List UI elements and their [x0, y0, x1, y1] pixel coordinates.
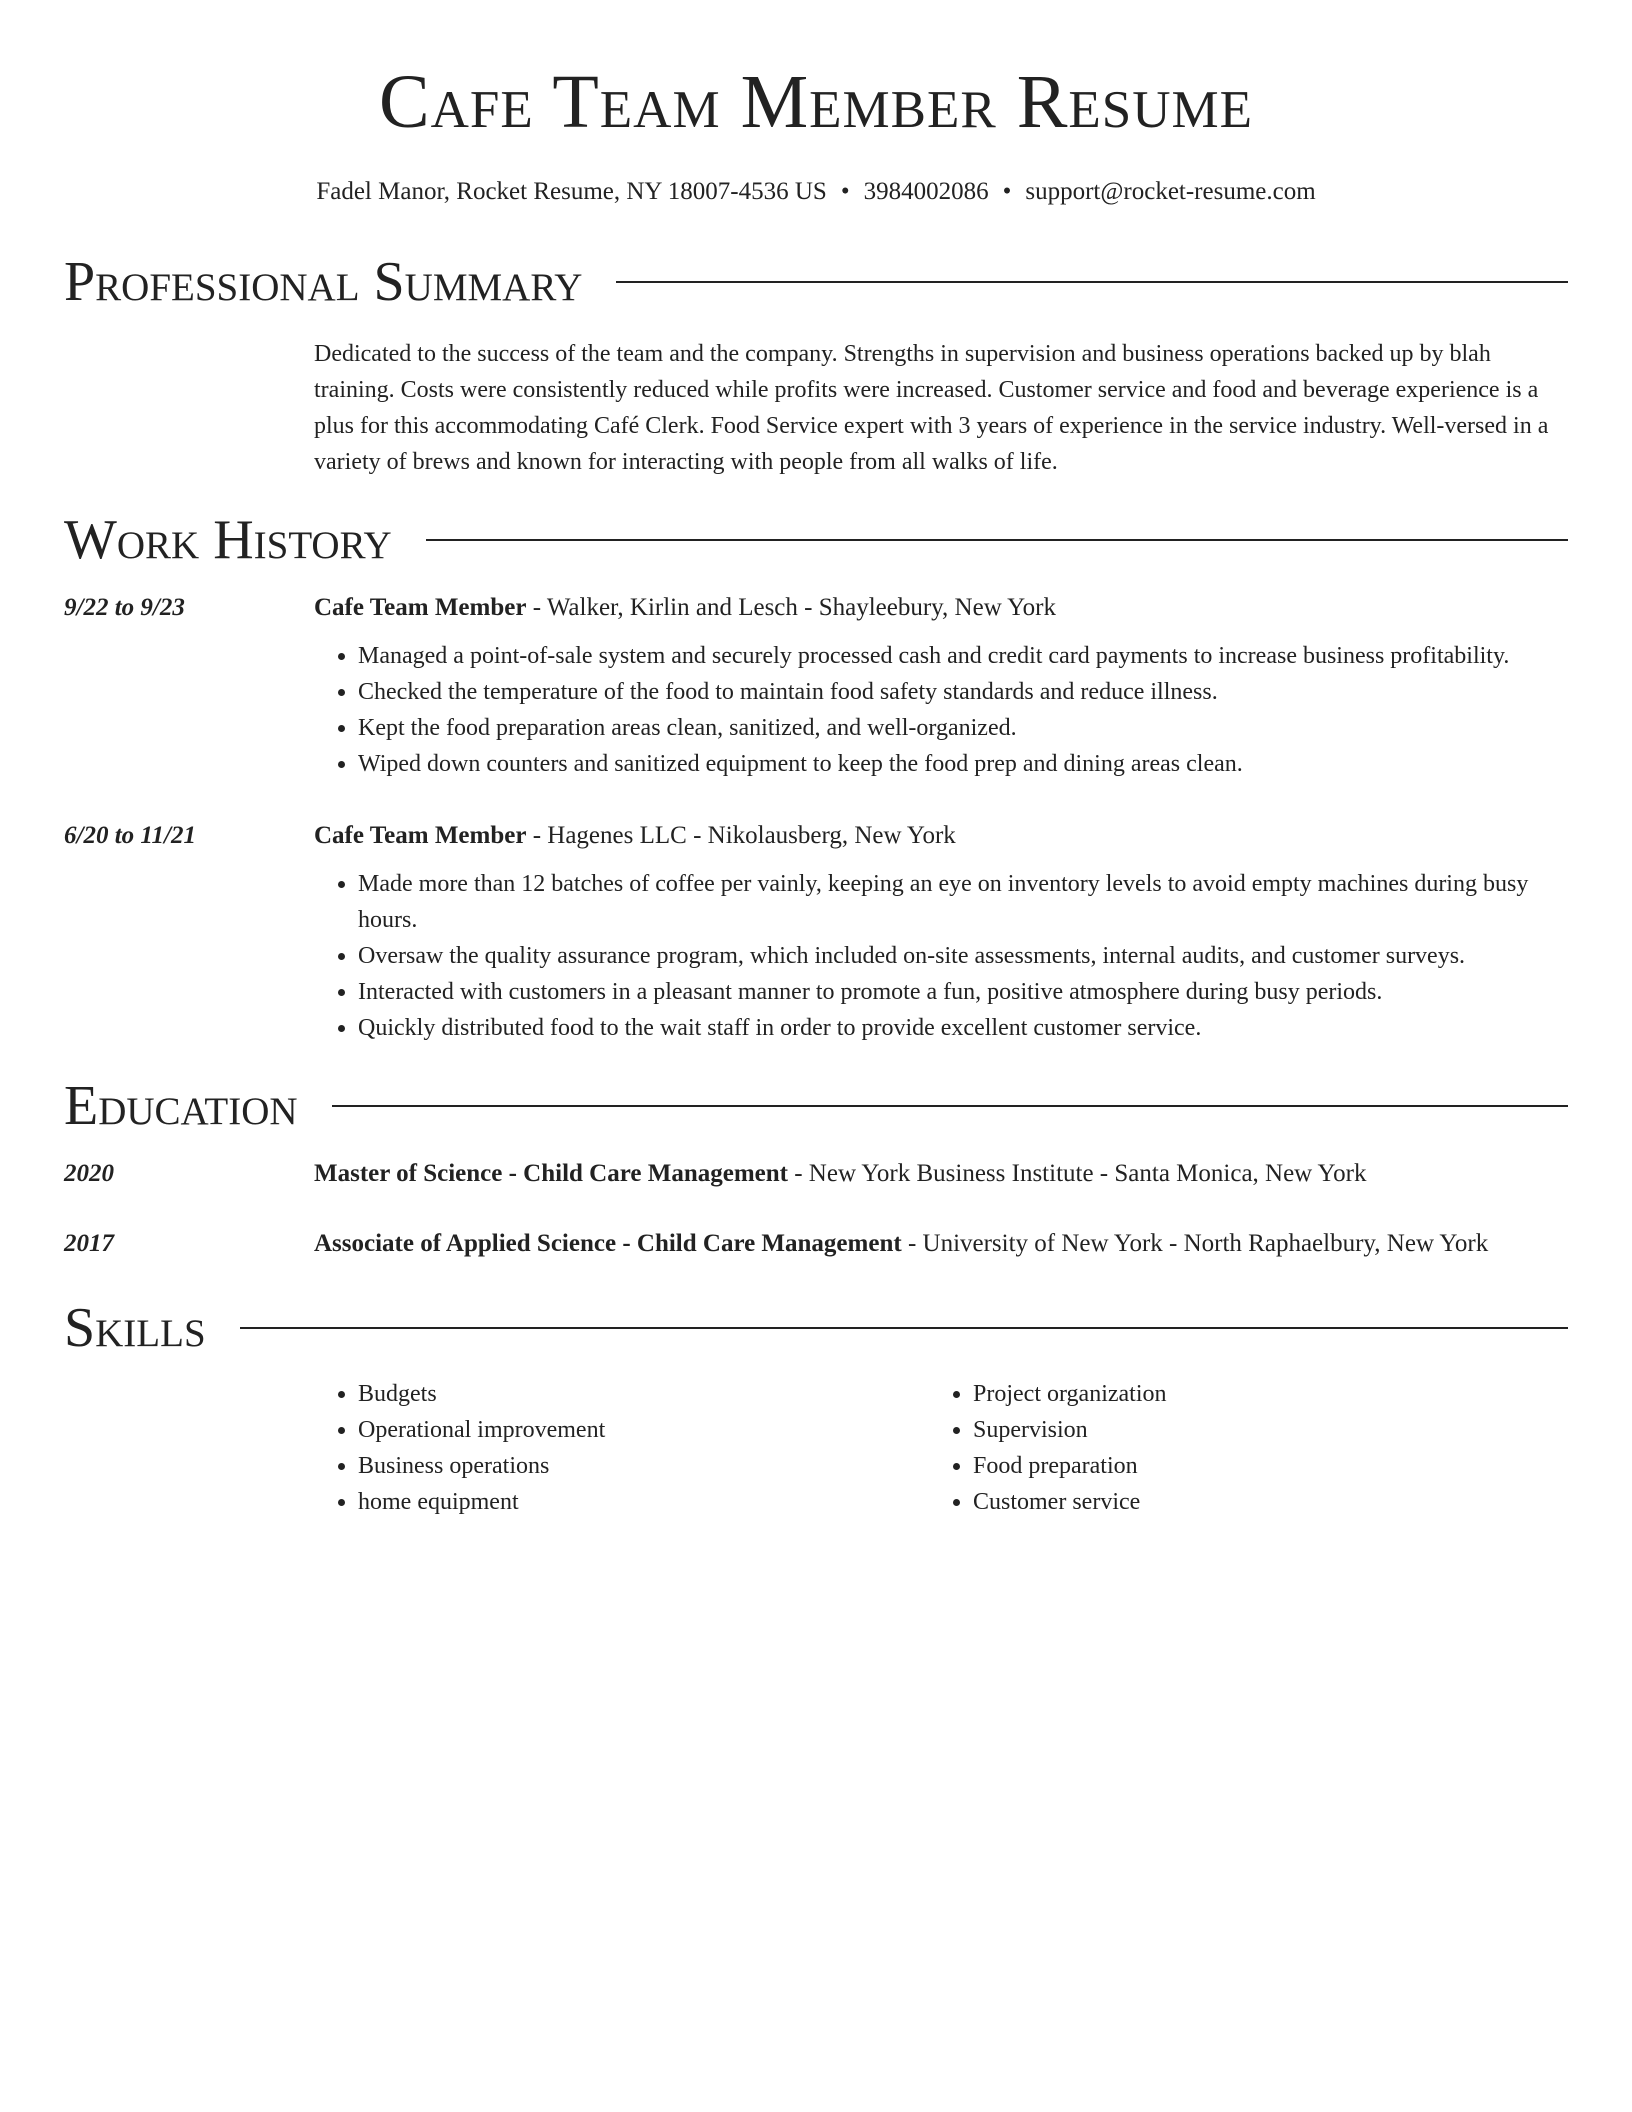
- job-dates: 6/20 to 11/21: [64, 822, 196, 849]
- job-bullet: • Interacted with customers in a pleasant manner to promote a fun, positive atmosphere during busy periods.: [358, 974, 1568, 1010]
- section-divider: [616, 281, 1568, 283]
- skills-list-right: [929, 1376, 1544, 1520]
- education-section-header: [64, 1076, 1568, 1136]
- education-heading-line: [314, 1224, 1568, 1264]
- contact-address: Fadel Manor, Rocket Resume, NY 18007-4536 US: [316, 178, 827, 205]
- summary-text: Dedicated to the success of the team and the company. Strengths in supervision and business operations backed up by blah training. Costs were consistently reduced while profits were increased. Customer service and food and beverage experience is a plus for this accommodating Café Clerk. Food Service expert with 3 years of experience in the service industry. Well-versed in a variety of brews and known for interacting with people from all walks of life.: [314, 341, 1549, 475]
- skills-grid: [314, 1376, 1568, 1520]
- job-title: Cafe Team Member: [314, 594, 527, 621]
- job-bullet: • Oversaw the quality assurance program, which included on-site assessments, internal audits, and customer surveys.: [358, 938, 1568, 974]
- skills-section: [64, 1358, 1568, 1520]
- skill-item: • Business operations: [358, 1448, 929, 1484]
- education-degree: Master of Science - Child Care Management: [314, 1160, 788, 1187]
- resume-title: Cafe Team Member Resume: [378, 60, 1254, 144]
- contact-email: support@rocket-resume.com: [1025, 178, 1316, 205]
- skills-section-header: [64, 1298, 1568, 1358]
- job-bullet: • Quickly distributed food to the wait staff in order to provide excellent customer service.: [358, 1010, 1568, 1046]
- job-entry: [64, 816, 1568, 1046]
- skill-item: • Operational improvement: [358, 1412, 929, 1448]
- section-divider: [240, 1327, 1568, 1329]
- job-bullet: • Wiped down counters and sanitized equipment to keep the food prep and dining areas clean.: [358, 746, 1568, 782]
- summary-section: [64, 336, 1568, 480]
- skills-list-left: [314, 1376, 929, 1520]
- education-degree: Associate of Applied Science - Child Care Management: [314, 1230, 902, 1257]
- skill-item: • home equipment: [358, 1484, 929, 1520]
- job-details: - Walker, Kirlin and Lesch - Shayleebury, New York: [526, 594, 1056, 621]
- contact-separator: •: [1002, 178, 1012, 205]
- job-dates: 9/22 to 9/23: [64, 594, 185, 621]
- education-entry: [64, 1154, 1568, 1194]
- skill-item: • Supervision: [973, 1412, 1544, 1448]
- job-bullets: [314, 638, 1568, 782]
- education-details: - New York Business Institute - Santa Monica, New York: [787, 1160, 1367, 1187]
- section-divider: [426, 539, 1568, 541]
- education-heading-line: [314, 1154, 1568, 1194]
- job-entry: [64, 588, 1568, 782]
- summary-heading: Professional Summary: [64, 251, 583, 313]
- job-bullet: • Checked the temperature of the food to maintain food safety standards and reduce illness.: [358, 674, 1568, 710]
- education-year: 2017: [64, 1230, 114, 1257]
- contact-phone: 3984002086: [863, 178, 989, 205]
- contact-line: [64, 176, 1568, 208]
- summary-section-header: [64, 252, 1568, 312]
- summary-spacer: [64, 336, 314, 480]
- education-heading: Education: [64, 1075, 298, 1137]
- job-bullet: • Kept the food preparation areas clean, sanitized, and well-organized.: [358, 710, 1568, 746]
- job-bullet: • Made more than 12 batches of coffee per vainly, keeping an eye on inventory levels to avoid empty machines during busy hours.: [358, 866, 1568, 938]
- work-section-header: [64, 510, 1568, 570]
- skill-item: • Budgets: [358, 1376, 929, 1412]
- section-divider: [332, 1105, 1568, 1107]
- skills-heading: Skills: [64, 1297, 206, 1359]
- education-year: 2020: [64, 1160, 114, 1187]
- contact-separator: •: [840, 178, 850, 205]
- job-heading: [314, 588, 1568, 628]
- skill-item: • Customer service: [973, 1484, 1544, 1520]
- job-details: - Hagenes LLC - Nikolausberg, New York: [526, 822, 956, 849]
- job-bullet: • Managed a point-of-sale system and securely processed cash and credit card payments to increase business profitability.: [358, 638, 1568, 674]
- education-details: - University of New York - North Raphaelbury, New York: [901, 1230, 1489, 1257]
- skill-item: • Project organization: [973, 1376, 1544, 1412]
- education-entry: [64, 1224, 1568, 1264]
- job-heading: [314, 816, 1568, 856]
- job-title: Cafe Team Member: [314, 822, 527, 849]
- work-heading: Work History: [64, 509, 392, 571]
- job-bullets: [314, 866, 1568, 1046]
- skill-item: • Food preparation: [973, 1448, 1544, 1484]
